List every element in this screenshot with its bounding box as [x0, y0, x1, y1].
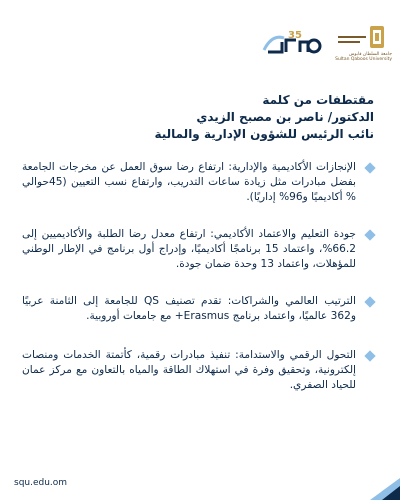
diamond-bullet-icon	[364, 229, 375, 240]
item-text: جودة التعليم والاعتماد الأكاديمي: ارتفاع معدل رضا الطلبة والأكاديميين إلى 66.2%، واعتماد 15 برنامجًا أكاديميًا، وإدراج أول برنامج في الإطار الوطني للمؤهلات، واعتماد 13 وحدة ضمان جودة.	[22, 228, 356, 270]
university-name-en: Sultan Qaboos University	[335, 57, 392, 62]
title-line-2: الدكتور/ ناصر بن مصبح الزيدي	[196, 110, 374, 124]
list-item	[22, 227, 374, 272]
title-line-1: مقتطفات من كلمة	[262, 93, 374, 107]
page-title	[34, 92, 374, 143]
header-logos	[0, 22, 400, 62]
diamond-bullet-icon	[364, 296, 375, 307]
list-item	[22, 160, 374, 205]
title-line-3: نائب الرئيس للشؤون الإدارية والمالية	[154, 127, 374, 141]
university-name	[322, 52, 392, 62]
item-text: التحول الرقمي والاستدامة: تنفيذ مبادرات رقمية، كأتمتة الخدمات ومنصات إلكترونية، وتحقيق وفرة في استهلاك الطاقة والمياه بالتعاون مع مركز عمان للحياد الصفري.	[22, 349, 356, 391]
university-name-ar: جامعة السلطان قابوس	[348, 52, 392, 57]
list-item	[22, 348, 374, 393]
list-item	[22, 294, 374, 324]
corner-decoration	[366, 478, 400, 500]
website-link[interactable]: squ.edu.om	[14, 478, 68, 488]
item-text: الإنجازات الأكاديمية والإدارية: ارتفاع رضا سوق العمل عن مخرجات الجامعة بفضل مبادرات مثل زيادة ساعات التدريب، وارتفاع نسب التعيين (45حوالي % أكاديميًا و96% إداريًا).	[22, 161, 356, 203]
item-text: الترتيب العالمي والشراكات: تقدم تصنيف QS للجامعة إلى الثامنة عربيًا و362 عالميًا، واعتماد برنامج Erasmus+ مع جامعات أوروبية.	[22, 295, 356, 322]
diamond-bullet-icon	[364, 350, 375, 361]
anniversary-logo	[262, 28, 324, 58]
anniversary-number: 35	[288, 30, 302, 41]
diamond-bullet-icon	[364, 162, 375, 173]
highlights-list	[22, 160, 374, 393]
